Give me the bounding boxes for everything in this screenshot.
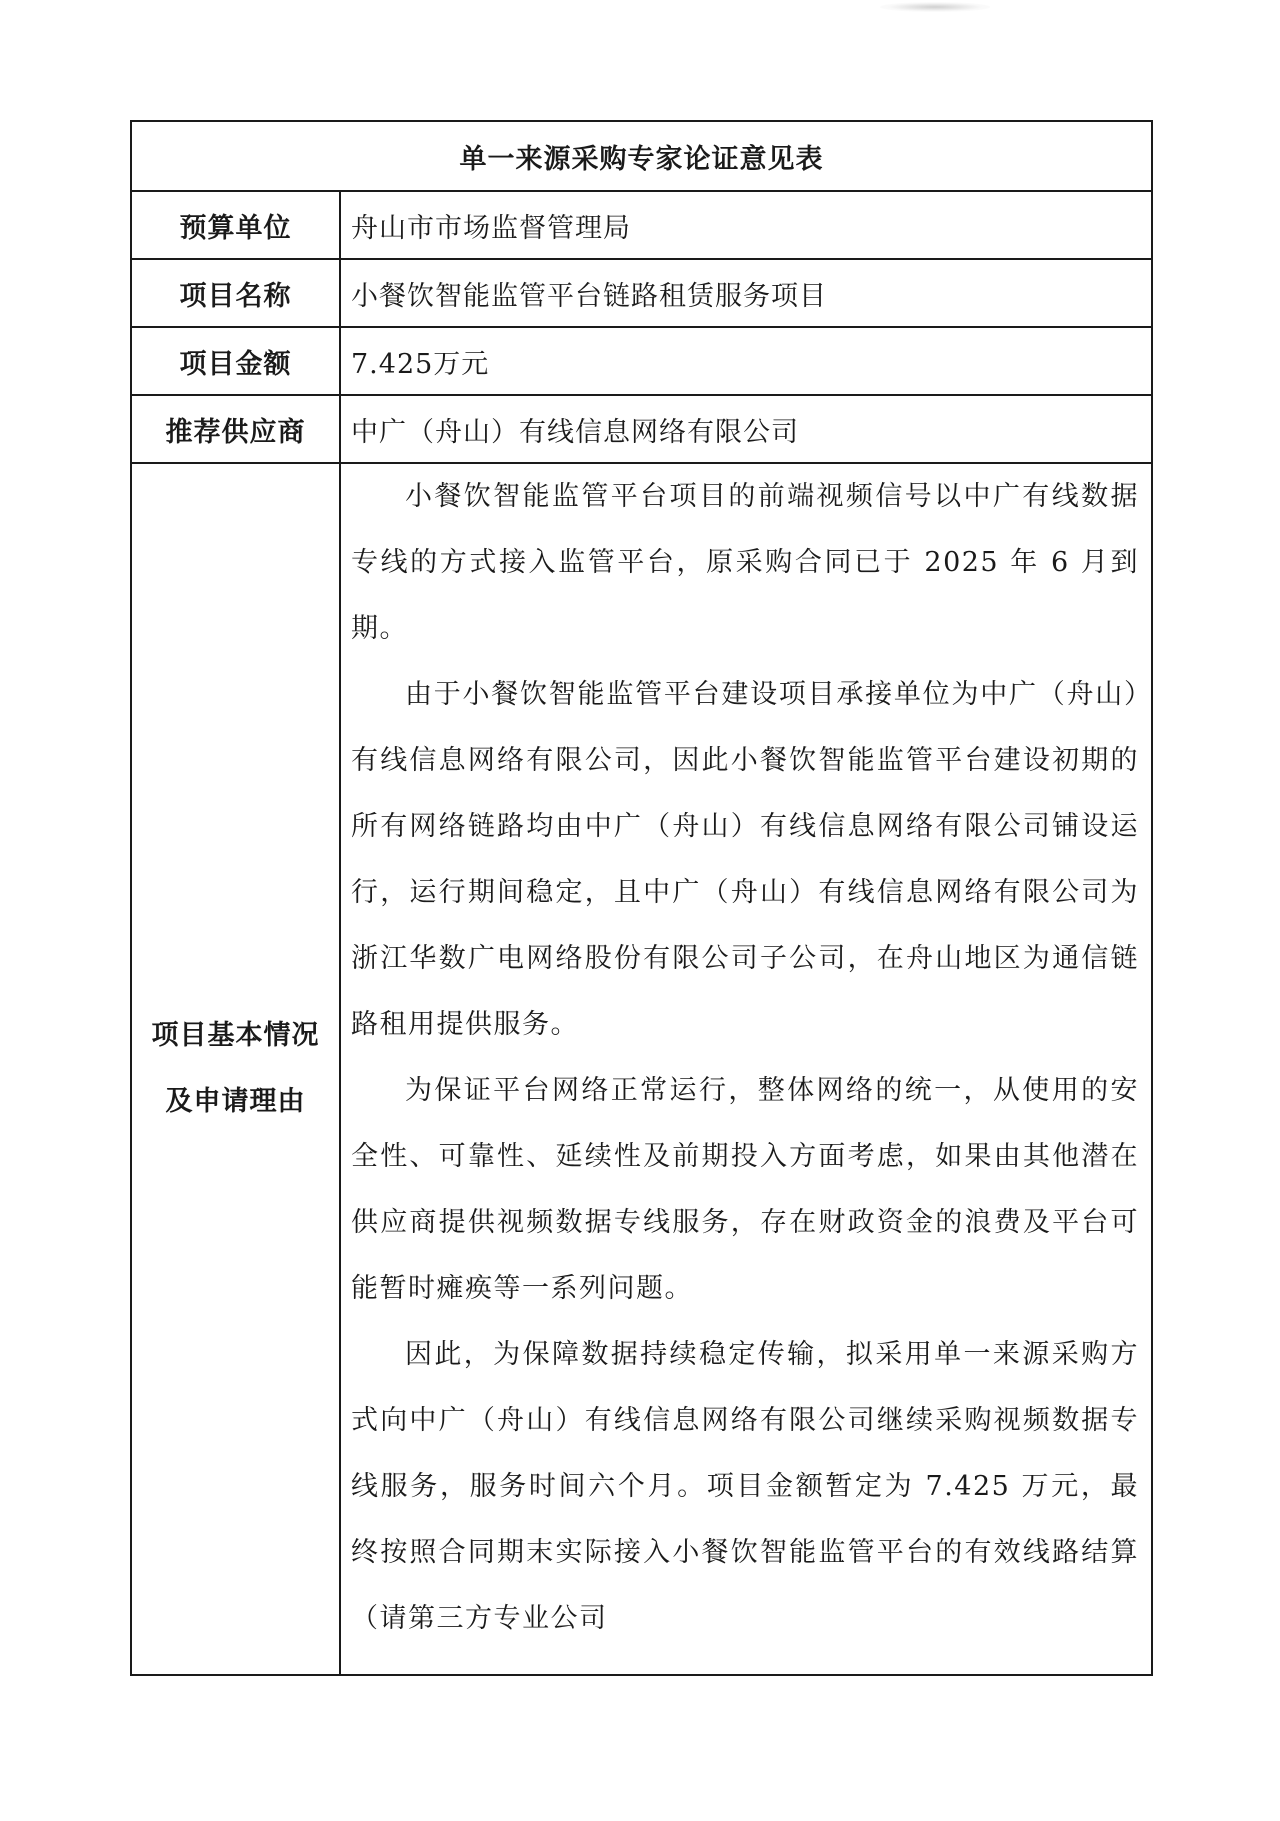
reason-row	[131, 463, 1152, 1675]
reason-label-line-1: 项目基本情况	[151, 1020, 320, 1051]
scan-artifact	[880, 2, 990, 12]
project-amount-label: 项目金额	[131, 327, 340, 395]
budget-unit-label: 预算单位	[131, 191, 340, 259]
form-title: 单一来源采购专家论证意见表	[131, 121, 1152, 191]
project-name-row	[131, 259, 1152, 327]
reason-body	[340, 463, 1152, 1675]
budget-unit-row	[131, 191, 1152, 259]
reason-label	[131, 463, 340, 1675]
budget-unit-value: 舟山市市场监督管理局	[340, 191, 1152, 259]
project-name-value: 小餐饮智能监管平台链路租赁服务项目	[340, 259, 1152, 327]
project-name-label: 项目名称	[131, 259, 340, 327]
reason-paragraph-3: 为保证平台网络正常运行，整体网络的统一，从使用的安全性、可靠性、延续性及前期投入方面考虑，如果由其他潜在供应商提供视频数据专线服务，存在财政资金的浪费及平台可能暂时瘫痪等一系列问题。	[351, 1075, 1139, 1304]
expert-opinion-form	[130, 120, 1153, 1676]
reason-paragraph-2: 由于小餐饮智能监管平台建设项目承接单位为中广（舟山）有线信息网络有限公司，因此小餐饮智能监管平台建设初期的所有网络链路均由中广（舟山）有线信息网络有限公司铺设运行，运行期间稳定，且中广（舟山）有线信息网络有限公司为浙江华数广电网络股份有限公司子公司，在舟山地区为通信链路租用提供服务。	[351, 679, 1139, 1040]
recommended-supplier-value: 中广（舟山）有线信息网络有限公司	[340, 395, 1152, 463]
reason-label-line-2: 及申请理由	[165, 1086, 306, 1117]
reason-paragraph-1: 小餐饮智能监管平台项目的前端视频信号以中广有线数据专线的方式接入监管平台，原采购合同已于 2025 年 6 月到期。	[351, 481, 1139, 644]
reason-paragraph-4: 因此，为保障数据持续稳定传输，拟采用单一来源采购方式向中广（舟山）有线信息网络有限公司继续采购视频数据专线服务，服务时间六个月。项目金额暂定为 7.425 万元，最终按照合同期末实际接入小餐饮智能监管平台的有效线路结算（请第三方专业公司	[351, 1339, 1139, 1634]
project-amount-value: 7.425万元	[340, 327, 1152, 395]
recommended-supplier-label: 推荐供应商	[131, 395, 340, 463]
recommended-supplier-row	[131, 395, 1152, 463]
form-title-row	[131, 121, 1152, 191]
project-amount-row	[131, 327, 1152, 395]
